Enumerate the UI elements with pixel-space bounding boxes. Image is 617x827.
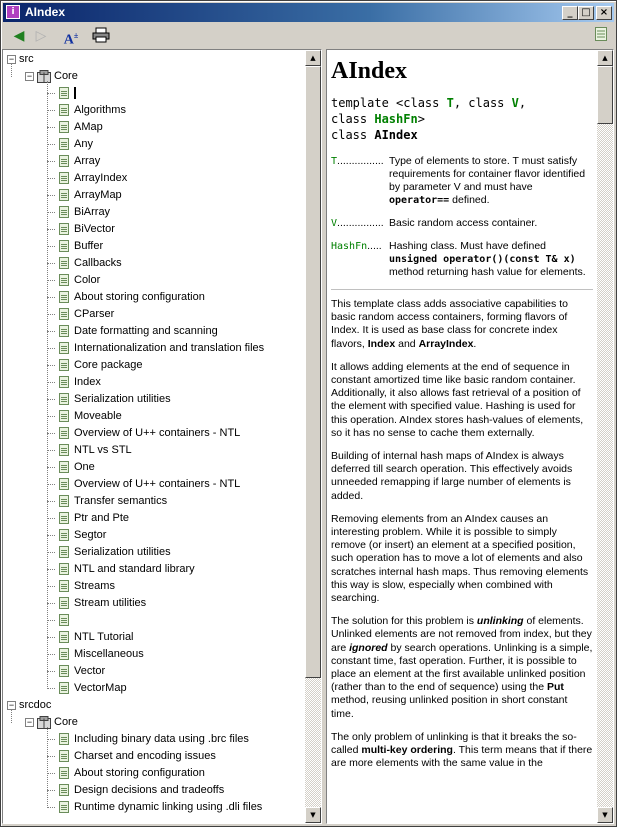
scroll-up-button[interactable]: ▲ [305,50,321,66]
template-signature: template <class T, class V, class HashFn> class AIndex [331,96,527,142]
collapse-toggle-icon[interactable]: − [26,70,33,81]
tree-item-label: Charset and encoding issues [74,750,216,762]
tree-guide-line [47,569,55,570]
tree-topic-item[interactable] [59,680,127,697]
tree-item-label: CParser [74,308,115,320]
document-icon [59,512,69,524]
document-icon [59,121,69,133]
tree-root-node[interactable] [7,697,51,714]
toolbar [3,24,614,48]
document-icon [59,342,69,354]
tree-item-label: ArrayIndex [74,172,128,184]
document-icon [59,87,69,99]
document-icon [59,784,69,796]
tree-guide-line [47,586,55,587]
tree-item-label: Any [74,138,93,150]
scroll-thumb[interactable] [305,66,321,678]
document-icon [59,427,69,439]
close-button[interactable]: × [596,6,612,20]
paragraph: The solution for this problem is unlinking of elements. Unlinked elements are not removed from index, but they are ignored by search operations. Unlinking is a simple, constant time, fast operation. Further, it is possible to place an element at the first available unlinked position (rather than to the end of sequence) using the Put method, reusing unlinked position in short constant time. [331,615,593,720]
document-icon [59,223,69,235]
document-icon [59,410,69,422]
tree-guide-line [47,195,55,196]
param-row: T................ Type of elements to store. T must satisfy requirements for container flavor identified by parameter V and must have operator== defined. [331,155,586,206]
tree-item-label: Overview of U++ containers - NTL [74,427,241,439]
tree-item-label: Runtime dynamic linking using .dli files [74,801,263,813]
tree-topic-item[interactable] [59,357,143,374]
param-row: V................ Basic random access container. [331,217,538,229]
document-icon [59,444,69,456]
scroll-up-button[interactable]: ▲ [597,50,613,66]
document-icon [59,189,69,201]
tree-guide-line [47,280,55,281]
tree-topic-item[interactable] [59,136,93,153]
tree-package-node[interactable] [25,68,78,85]
document-icon [59,546,69,558]
tree-topic-item[interactable] [59,578,115,595]
tree-item-label: NTL vs STL [74,444,132,456]
tree-item-label: Overview of U++ containers - NTL [74,478,241,490]
tree-guide-line [47,348,55,349]
document-icon [59,801,69,813]
tree-node-label: srcdoc [19,699,52,711]
document-icon [59,495,69,507]
document-icon [59,648,69,660]
tree-topic-item[interactable] [59,306,114,323]
package-icon [37,70,51,83]
tree-guide-line [47,382,55,383]
tree-guide-line [47,212,55,213]
tree-node-label: src [19,53,34,65]
minimize-button[interactable]: _ [562,6,578,20]
tree-guide-line [47,756,55,757]
tree-item-label: Serialization utilities [74,546,171,558]
tree-topic-item[interactable] [59,765,205,782]
tree-guide-line [47,433,55,434]
tree-node-label: Core [54,716,78,728]
topic-tree-panel [2,49,322,824]
document-icon [59,308,69,320]
document-scrollbar[interactable] [597,50,613,823]
tree-item-label: Vector [74,665,106,677]
collapse-toggle-icon[interactable]: − [8,699,15,710]
maximize-button[interactable]: □ [578,6,594,20]
tree-guide-line [47,620,55,621]
tree-item-label: Ptr and Pte [74,512,130,524]
tree-topic-item[interactable] [59,391,171,408]
tree-guide-line [47,501,55,502]
tree-guide-line [47,518,55,519]
tree-item-label: Index [74,376,101,388]
tree-guide-line [47,314,55,315]
tree-item-label: One [74,461,95,473]
tree-guide-line [47,178,55,179]
tree-topic-item[interactable] [59,221,115,238]
tree-guide-line [47,467,55,468]
document-icon [59,767,69,779]
tree-guide-line [47,739,55,740]
tree-topic-item[interactable] [59,748,216,765]
tree-item-label: Design decisions and tradeoffs [74,784,225,796]
tree-item-label: NTL and standard library [74,563,195,575]
tree-item-label: Buffer [74,240,104,252]
tree-item-label: Array [74,155,101,167]
document-icon [59,172,69,184]
tree-item-label: BiVector [74,223,115,235]
arrayindex-link[interactable]: ArrayIndex [418,337,474,350]
scroll-thumb[interactable] [597,66,613,124]
tree-guide-line [47,81,48,689]
tree-item-label: Including binary data using .brc files [74,733,249,745]
tree-guide-line [47,552,55,553]
tree-topic-item[interactable] [59,612,74,629]
tree-topic-item[interactable] [59,544,171,561]
tree-topic-item[interactable] [59,527,106,544]
text-cursor [74,87,76,99]
tree-guide-line [47,484,55,485]
font-size-icon[interactable]: A± [63,31,79,48]
scroll-down-button[interactable]: ▼ [597,807,613,823]
tree-guide-line [47,637,55,638]
tree-item-label: Date formatting and scanning [74,325,218,337]
document-icon [59,529,69,541]
tree-item-label: Callbacks [74,257,122,269]
tree-topic-item[interactable] [59,289,205,306]
template-parameters [331,155,593,279]
document-icon [59,206,69,218]
document-icon [59,597,69,609]
document-icon [59,155,69,167]
tree-guide-line [47,807,55,808]
back-arrow-icon[interactable]: ◀ [13,28,25,44]
tree-item-label: Miscellaneous [74,648,144,660]
param-row: HashFn..... Hashing class. Must have defined unsigned operator()(const T& x) method returning hash value for elements. [331,240,586,278]
tree-scrollbar[interactable] [305,50,321,823]
document-icon [59,376,69,388]
tree-guide-line [47,688,55,689]
tree-topic-item[interactable] [59,170,127,187]
tree-item-label: Streams [74,580,115,592]
document-icon [59,291,69,303]
tree-topic-item[interactable] [59,238,103,255]
forward-arrow-icon[interactable]: ▷ [35,28,47,44]
tree-guide-line [47,297,55,298]
tree-topic-item[interactable] [59,85,76,102]
title-bar[interactable] [3,3,614,22]
collapse-toggle-icon[interactable]: − [26,716,33,727]
document-icon[interactable] [591,27,611,45]
tree-topic-item[interactable] [59,799,262,816]
document-icon [59,138,69,150]
tree-node-label: Core [54,70,78,82]
tree-guide-line [47,399,55,400]
app-icon: i [6,5,20,19]
document-icon [59,631,69,643]
document-icon [59,359,69,371]
document-icon [59,478,69,490]
tree-item-label: ArrayMap [74,189,122,201]
tree-topic-item[interactable] [59,153,100,170]
tree-guide-line [47,535,55,536]
document-panel [326,49,614,824]
tree-topic-item[interactable] [59,102,126,119]
document-icon [59,733,69,745]
tree-guide-line [47,450,55,451]
tree-topic-item[interactable] [59,646,144,663]
tree-topic-item[interactable] [59,187,122,204]
tree-guide-line [47,93,55,94]
paragraph: This template class adds associative capabilities to basic random access containers, forming flavors of Index. It is used as base class for concrete index flavors, Index and ArrayIndex. [331,298,568,350]
tree-item-label: Segtor [74,529,107,541]
tree-topic-item[interactable] [59,323,218,340]
tree-guide-line [47,773,55,774]
tree-topic-item[interactable] [59,408,122,425]
tree-item-label: AMap [74,121,103,133]
document-icon [59,274,69,286]
document-icon [59,614,69,626]
tree-guide-line [47,671,55,672]
tree-item-label: Color [74,274,101,286]
tree-guide-line [47,127,55,128]
tree-item-label: VectorMap [74,682,127,694]
tree-item-label: Transfer semantics [74,495,168,507]
tree-topic-item[interactable] [59,272,100,289]
tree-guide-line [47,416,55,417]
collapse-toggle-icon[interactable]: − [8,53,15,64]
tree-topic-item[interactable] [59,663,105,680]
paragraph: The only problem of unlinking is that it breaks the so-called multi-key ordering. This term means that if there are more elements with the same value in the [331,730,593,770]
tree-guide-line [47,229,55,230]
tree-item-label: Internationalization and translation files [74,342,265,354]
tree-topic-item[interactable] [59,731,249,748]
tree-guide-line [47,144,55,145]
tree-item-label: Stream utilities [74,597,147,609]
document-icon [59,461,69,473]
package-icon [37,716,51,729]
document-icon [59,240,69,252]
page-title: AIndex [331,58,408,84]
document-icon [59,750,69,762]
document-icon [59,580,69,592]
document-icon [59,682,69,694]
tree-package-node[interactable] [25,714,78,731]
tree-item-label: Core package [74,359,143,371]
paragraph: Building of internal hash maps of AIndex is always deferred till search operation. This effectively avoids unneeded remapping if large number of elements is added. [331,450,573,502]
tree-topic-item[interactable] [59,119,103,136]
tree-topic-item[interactable] [59,255,122,272]
tree-topic-item[interactable] [59,425,240,442]
tree-topic-item[interactable] [59,595,146,612]
tree-topic-item[interactable] [59,340,264,357]
paragraph: It allows adding elements at the end of sequence in constant amortized time like basic random container. Additionally, it also allows fast retrieval of a position of the element with specified value. Hashing is used for this operation. AIndex stores hash-values of elements, so it has no sense to cache them externally. [331,360,584,439]
tree-item-label: About storing configuration [74,291,205,303]
tree-item-label: Serialization utilities [74,393,171,405]
document-icon [59,104,69,116]
tree-item-label: BiArray [74,206,111,218]
tree-topic-item[interactable] [59,510,129,527]
paragraph: Removing elements from an AIndex causes an interesting problem. While it is possible to simply remove (or insert) an element at a specified position, such operation has to move a lot of elements and also scratches internal hash maps. Thus removing elements this way is slow, especially when combined with searching. [331,512,589,605]
tree-guide-line [47,246,55,247]
tree-topic-item[interactable] [59,629,134,646]
tree-topic-item[interactable] [59,561,195,578]
tree-guide-line [47,331,55,332]
tree-item-label: NTL Tutorial [74,631,134,643]
tree-guide-line [47,263,55,264]
tree-topic-item[interactable] [59,476,240,493]
tree-topic-item[interactable] [59,204,110,221]
scroll-down-button[interactable]: ▼ [305,807,321,823]
document-icon [59,325,69,337]
tree-guide-line [47,727,48,808]
tree-topic-item[interactable] [59,442,132,459]
tree-guide-line [47,161,55,162]
index-link[interactable]: Index [367,337,396,350]
document-content [327,50,597,823]
tree-guide-line [47,110,55,111]
tree-guide-line [47,603,55,604]
topic-tree[interactable] [3,50,305,823]
tree-guide-line [47,654,55,655]
print-icon[interactable] [91,27,111,45]
tree-topic-item[interactable] [59,374,101,391]
tree-topic-item[interactable] [59,782,224,799]
tree-guide-line [47,365,55,366]
tree-item-label: About storing configuration [74,767,205,779]
document-icon [59,563,69,575]
tree-topic-item[interactable] [59,459,95,476]
document-icon [59,665,69,677]
divider [331,289,593,290]
window-title: AIndex [25,5,66,19]
document-icon [59,257,69,269]
tree-guide-line [47,790,55,791]
tree-topic-item[interactable] [59,493,167,510]
document-icon [59,393,69,405]
tree-guide-line [11,709,12,723]
tree-item-label: Algorithms [74,104,126,116]
tree-item-label: Moveable [74,410,122,422]
tree-guide-line [11,63,12,77]
